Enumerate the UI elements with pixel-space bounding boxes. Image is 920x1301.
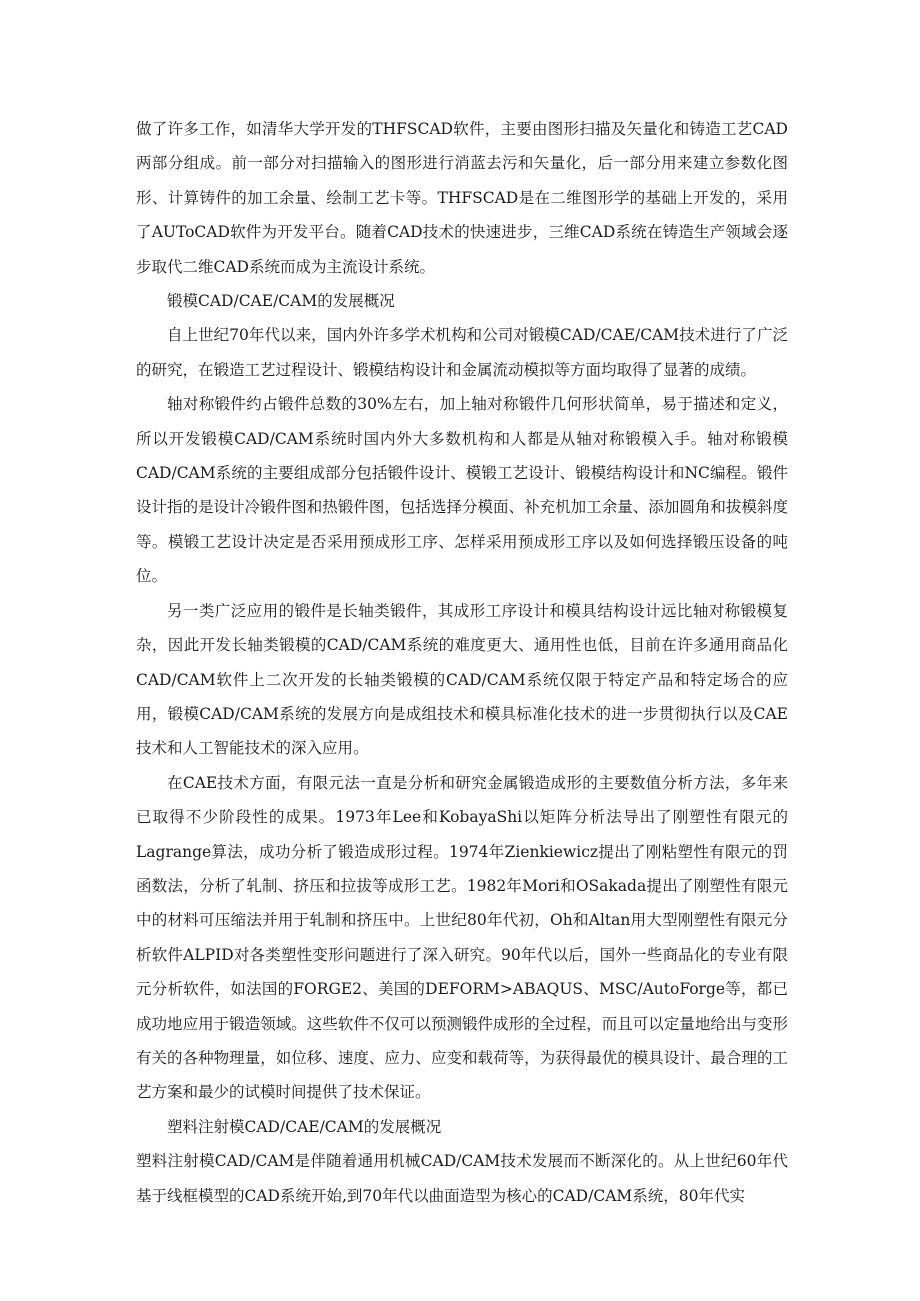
paragraph-casting-cad-continuation: 做了许多工作，如清华大学开发的THFSCAD软件，主要由图形扫描及矢量化和铸造工艺CAD两部分组成。前一部分对扫描输入的图形进行消蓝去污和矢量化，后一部分用来建立参数化图形、计算铸件的加工余量、绘制工艺卡等。THFSCAD是在二维图形学的基础上开发的，采用了AUToCAD软件为开发平台。随着CAD技术的快速进步，三维CAD系统在铸造生产领域会逐步取代二维CAD系统而成为主流设计系统。	[136, 120, 788, 276]
section-heading-plastic-injection-mold: 塑料注射模CAD/CAE/CAM的发展概况	[167, 1117, 442, 1136]
paragraph-cae-fem: 在CAE技术方面，有限元法一直是分析和研究金属锻造成形的主要数值分析方法，多年来已取得不少阶段性的成果。1973年Lee和KobayaShi以矩阵分析法导出了刚塑性有限元的Lagrange算法，成功分析了锻造成形过程。1974年Zienkiewicz提出了刚粘塑性有限元的罚函数法，分析了轧制、挤压和拉拔等成形工艺。1982年Mori和OSakada提出了刚塑性有限元中的材料可压缩法并用于轧制和挤压中。上世纪80年代初，Oh和Altan用大型刚塑性有限元分析软件ALPID对各类塑性变形问题进行了深入研究。90年代以后，国外一些商品化的专业有限元分析软件，如法国的FORGE2、美国的DEFORM>ABAQUS、MSC/AutoForge等，都已成功地应用于锻造领域。这些软件不仅可以预测锻件成形的全过程，而且可以定量地给出与变形有关的各种物理量，如位移、速度、应力、应变和载荷等，为获得最优的模具设计、最合理的工艺方案和最少的试模时间提供了技术保证。	[136, 773, 788, 1102]
document-body	[136, 112, 788, 1213]
section-heading-forging-die: 锻模CAD/CAE/CAM的发展概况	[167, 292, 395, 311]
paragraph-plastic-injection-intro: 塑料注射模CAD/CAM是伴随着通用机械CAD/CAM技术发展而不断深化的。从上世纪60年代基于线框模型的CAD系统开始,到70年代以曲面造型为核心的CAD/CAM系统，80年代实	[136, 1152, 788, 1205]
paragraph-forging-research: 自上世纪70年代以来，国内外许多学术机构和公司对锻模CAD/CAE/CAM技术进行了广泛的研究，在锻造工艺过程设计、锻模结构设计和金属流动模拟等方面均取得了显著的成绩。	[136, 326, 788, 379]
paragraph-axisymmetric-forgings: 轴对称锻件约占锻件总数的30%左右，加上轴对称锻件几何形状简单，易于描述和定义，所以开发锻模CAD/CAM系统时国内外大多数机构和人都是从轴对称锻模入手。轴对称锻模CAD/CAM系统的主要组成部分包括锻件设计、模锻工艺设计、锻模结构设计和NC编程。锻件设计指的是设计冷锻件图和热锻件图，包括选择分模面、补充机加工余量、添加圆角和拔模斜度等。模锻工艺设计决定是否采用预成形工序、怎样采用预成形工序以及如何选择锻压设备的吨位。	[136, 395, 788, 586]
paragraph-long-shaft-forgings: 另一类广泛应用的锻件是长轴类锻件，其成形工序设计和模具结构设计远比轴对称锻模复杂，因此开发长轴类锻模的CAD/CAM系统的难度更大、通用性也低，目前在许多通用商品化CAD/CAM软件上二次开发的长轴类锻模的CAD/CAM系统仅限于特定产品和特定场合的应用，锻模CAD/CAM系统的发展方向是成组技术和模具标准化技术的进一步贯彻执行以及CAE技术和人工智能技术的深入应用。	[136, 601, 788, 758]
